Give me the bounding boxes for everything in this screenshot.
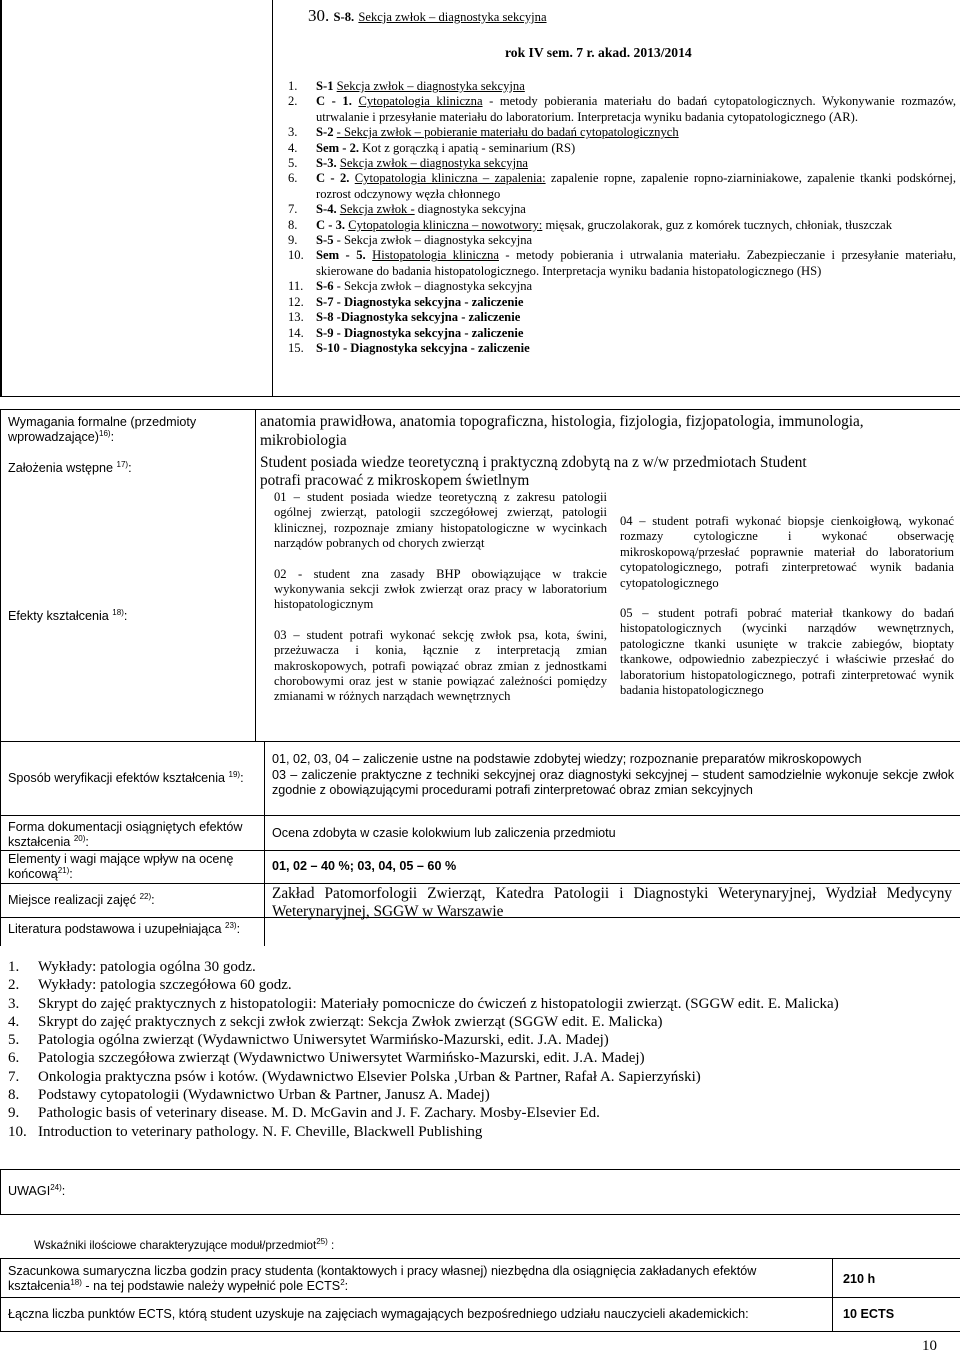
literature-item <box>8 1104 953 1122</box>
schedule-item-code: Sem - 5. <box>316 248 366 263</box>
schedule-item-code: S-5 <box>316 233 334 248</box>
location-label: Miejsce realizacji zajęć $^{22)}$: <box>8 891 155 907</box>
schedule-item-code: S-10 - Diagnostyka sekcyjna - zaliczenie <box>316 340 530 355</box>
literature-item-number: 4. <box>8 1013 20 1030</box>
schedule-item-code: S-9 - Diagnostyka sekcyjna - zaliczenie <box>316 325 524 340</box>
schedule-item-number: 13. <box>288 310 304 325</box>
assumptions-label: Założenia wstępne $^{17)}$: <box>8 459 132 475</box>
effects-left-column <box>274 490 607 705</box>
literature-item <box>8 1049 953 1067</box>
schedule-item-description: zapalenie ropne, zapalenie ropno-ziarniniakowe, zapalenie tkanki podskórnej, rozrost odczynowy węzła chłonnego <box>316 171 957 201</box>
literature-item-number: 6. <box>8 1050 20 1067</box>
schedule-item-code: S-1 <box>316 79 334 93</box>
schedule-item-code: S-4. <box>316 202 337 217</box>
schedule-item-text <box>316 218 956 233</box>
schedule-item-number: 9. <box>288 233 298 248</box>
literature-list <box>8 958 953 1141</box>
schedule-item-topic: Sekcja zwłok - <box>339 202 415 217</box>
indicators-row-1-label: Szacunkowa sumaryczna liczba godzin pracy studenta (kontaktowych i pracy własnej) niezbędna dla osiągnięcia zakładanych efektów kształcenia$^{18)}$ - na tej podstawie należy wypełnić pole ECTS$^2$: <box>8 1264 757 1293</box>
section-code: S-8. <box>333 10 355 24</box>
schedule-item-text <box>316 310 956 325</box>
schedule-item-code: S-6 <box>316 279 334 294</box>
schedule-item-code: Sem - 2. <box>316 140 360 155</box>
literature-item <box>8 1013 953 1031</box>
schedule-item-number: 3. <box>288 125 298 140</box>
effects-label: Efekty kształcenia $^{18)}$: <box>8 607 128 623</box>
schedule-item-number: 4. <box>288 140 298 155</box>
schedule-item-text <box>316 125 956 140</box>
schedule-item-text <box>316 295 956 310</box>
schedule-item-topic: Cytopatologia kliniczna – nowotwory: <box>348 217 543 232</box>
literature-item-text: Introduction to veterinary pathology. N. F. Cheville, Blackwell Publishing <box>38 1123 483 1140</box>
schedule-item-topic: Cytopatologia kliniczna – zapalenia: <box>354 171 546 186</box>
literature-item-text: Pathologic basis of veterinary disease. M. D. McGavin and J. F. Zachary. Mosby-Elsevier Ed. <box>38 1105 600 1122</box>
schedule-item-text <box>316 279 956 294</box>
schedule-item-number: 10. <box>288 248 304 263</box>
schedule-item-text <box>316 141 956 156</box>
literature-item-number: 9. <box>8 1105 20 1122</box>
indicators-title: Wskaźniki ilościowe charakteryzujące moduł/przedmiot$^{25)}$ : <box>34 1237 335 1252</box>
formal-requirements-label: Wymagania formalne (przedmioty wprowadzające)$^{16)}$: <box>8 415 197 444</box>
schedule-item-number: 14. <box>288 325 304 340</box>
verification-label: Sposób weryfikacji efektów kształcenia $^{19)}$: <box>8 769 244 785</box>
schedule-list <box>288 79 956 356</box>
section-title: Sekcja zwłok – diagnostyka sekcyjna <box>358 10 547 24</box>
literature-item-number: 8. <box>8 1087 20 1104</box>
literature-item-text: Onkologia praktyczna psów i kotów. (Wydawnictwo Elsevier Polska ,Urban & Partner, Rafał A. Sapierzyński) <box>38 1068 701 1085</box>
schedule-item-topic: Histopatologia kliniczna <box>372 248 499 263</box>
literature-item <box>8 1068 953 1086</box>
effect-02: 02 - student zna zasady BHP obowiązujące w trakcie wykonywania sekcji zwłok zwierząt oraz pracy w laboratorium histopatologicznym <box>274 566 607 612</box>
schedule-item-number: 11. <box>288 279 304 294</box>
verification-line-2: 03 – zaliczenie praktyczne z techniki sekcyjnej oraz diagnostyki sekcyjnej – student samodzielnie wykonuje sekcje zwłok zgodnie z obowiązującymi procedurami potrafi zinterpretować obraz zmian sekcyjnych <box>272 767 954 797</box>
schedule-item-text <box>316 94 956 125</box>
schedule-item-topic: Sekcja zwłok – diagnostyka sekcyjna <box>336 79 525 93</box>
literature-item-text: Patologia ogólna zwierząt (Wydawnictwo Uniwersytet Warmińsko-Mazurski, edit. J.A. Madej) <box>38 1032 609 1049</box>
literature-item <box>8 995 953 1013</box>
literature-item-text: Wykłady: patologia szczegółowa 60 godz. <box>38 977 292 994</box>
literature-item <box>8 1031 953 1049</box>
schedule-item-topic: Cytopatologia kliniczna <box>358 94 483 109</box>
schedule-item <box>288 248 956 279</box>
literature-item <box>8 976 953 994</box>
literature-item-number: 1. <box>8 959 20 975</box>
schedule-item-description: - metody pobierania i utrwalania materiału. Zabezpieczanie i przesyłanie materiału, skierowane do badania histopatologicznego. Interpretacja wyniku badania histopatologicznego (HS) <box>316 248 956 278</box>
schedule-item <box>288 156 956 171</box>
schedule-item-text <box>316 341 956 356</box>
schedule-item-text <box>316 248 956 279</box>
literature-item-number: 7. <box>8 1068 20 1085</box>
verification-value <box>272 752 954 799</box>
schedule-item-text <box>316 233 956 248</box>
schedule-item-description: mięsak, gruczolakorak, guz z komórek tucznych, chłoniak, tłuszczak <box>542 217 893 232</box>
schedule-item-number: 8. <box>288 217 298 232</box>
effect-01: 01 – student posiada wiedze teoretyczną z zakresu patologii ogólnej zwierząt, patologii szczegółowej zwierząt, patologii klinicznej, rozpoznaje zmiany histopatologiczne w wycinkach narządów pobranych od chorych zwierząt <box>274 490 607 551</box>
schedule-item-number: 1. <box>288 79 298 93</box>
page-number: 10 <box>922 1338 937 1354</box>
section-header <box>308 6 547 26</box>
effect-03: 03 – student potrafi wykonać sekcję zwłok psa, kota, świni, przeżuwacza i konia, łącznie z interpretacją zmian makroskopowych, potrafi powiązać obraz zmian z jednostkami chorobowymi oraz jest w stanie powiązać zależności pomiędzy zmianami w różnych narządach wewnętrznych <box>274 627 607 704</box>
schedule-item-text <box>316 326 956 341</box>
indicators-row-1-value: 210 h <box>843 1272 876 1286</box>
schedule-item <box>288 171 956 202</box>
schedule-item <box>288 141 956 156</box>
schedule-item-number: 15. <box>288 340 304 355</box>
effects-right-column <box>620 514 954 698</box>
literature-item-number: 3. <box>8 995 20 1012</box>
schedule-item <box>288 279 956 294</box>
schedule-item-description: - Sekcja zwłok – diagnostyka sekcyjna <box>333 279 533 294</box>
schedule-item <box>288 125 956 140</box>
literature-item-number: 10. <box>8 1123 27 1140</box>
section-number: 30. <box>308 6 330 25</box>
schedule-item-code: C - 1. <box>316 94 352 109</box>
schedule-item-description: - metody pobierania materiału do badań cytopatologicznych. Wykonywanie rozmazów, utrwalanie i przesyłanie materiału do laboratorium. Interpretacja wyniku badania cytopatologicznego (AR). <box>316 94 957 124</box>
literature-item-text: Podstawy cytopatologii (Wydawnictwo Urban & Partner, Janusz A. Madej) <box>38 1087 490 1104</box>
verification-line-1: 01, 02, 03, 04 – zaliczenie ustne na podstawie zdobytej wiedzy; rozpoznanie preparatów mikroskopowych <box>272 752 862 766</box>
assumptions-value: Student posiada wiedze teoretyczną i praktyczną zdobytą na z w/w przedmiotach Student potrafi pracować z mikroskopem świetlnym <box>260 454 807 489</box>
schedule-item-number: 5. <box>288 156 298 171</box>
schedule-item-code: S-8 -Diagnostyka sekcyjna - zaliczenie <box>316 310 521 325</box>
schedule-item-code: S-3. <box>316 156 337 171</box>
schedule-item <box>288 202 956 217</box>
literature-item-number: 2. <box>8 977 20 994</box>
documentation-value: Ocena zdobyta w czasie kolokwium lub zaliczenia przedmiotu <box>272 826 616 840</box>
schedule-item <box>288 341 956 356</box>
schedule-item-text <box>316 156 956 171</box>
effect-05: 05 – student potrafi pobrać materiał tkankowy do badań histopatologicznych (wycinki narządów wewnętrznych, patologiczne tkanki usunięte w trakcie zabiegów, bioptaty tkankowe, odpowiednio zabezpieczyć i właściwie przesłać do laboratorium histopatologicznego, potrafi zinterpretować wynik badania histopatologicznego <box>620 606 954 698</box>
documentation-label: Forma dokumentacji osiągniętych efektów kształcenia $^{20)}$: <box>8 820 243 849</box>
literature-item-text: Patologia szczegółowa zwierząt (Wydawnictwo Uniwersytet Warmińsko-Mazurski, edit. J.A. Madej) <box>38 1050 645 1067</box>
year-line: rok IV sem. 7 r. akad. 2013/2014 <box>505 45 692 60</box>
indicators-row-2-label: Łączna liczba punktów ECTS, którą student uzyskuje na zajęciach wymagających bezpośredniego udziału nauczycieli akademickich: <box>8 1307 749 1321</box>
schedule-item-code: C - 2. <box>316 171 350 186</box>
schedule-item-number: 12. <box>288 294 304 309</box>
effect-04: 04 – student potrafi wykonać biopsje cienkoigłową, wykonać rozmazy cytologiczne i wykonać obserwację mikroskopową/przesłać poprawnie materiał do laboratorium cytopatologicznego, potrafi zinterpretować wynik badania cytopatologicznego <box>620 514 954 590</box>
schedule-item-text <box>316 171 956 202</box>
schedule-item <box>288 310 956 325</box>
schedule-item-number: 6. <box>288 171 298 186</box>
schedule-item-description: diagnostyka sekcyjna <box>414 202 526 217</box>
literature-item-text: Wykłady: patologia ogólna 30 godz. <box>38 959 256 975</box>
schedule-item <box>288 94 956 125</box>
schedule-item-topic: Sekcja zwłok – diagnostyka sekcyjna <box>339 156 528 171</box>
formal-requirements-value: anatomia prawidłowa, anatomia topograficzna, histologia, fizjologia, fizjopatologia, immunologia, mikrobiologia <box>260 413 864 449</box>
indicators-row-2-value: 10 ECTS <box>843 1307 895 1321</box>
literature-item-text: Skrypt do zajęć praktycznych z sekcji zwłok zwierząt: Sekcja Zwłok zwierząt (SGGW edit. E. Malicka) <box>38 1013 663 1030</box>
literature-item-text: Skrypt do zajęć praktycznych z histopatologii: Materiały pomocnicze do ćwiczeń z histopatologii zwierząt. (SGGW edit. E. Malicka) <box>38 995 839 1012</box>
literature-item <box>8 1123 953 1141</box>
literature-label: Literatura podstawowa i uzupełniająca $^{23)}$: <box>8 920 241 936</box>
schedule-item <box>288 295 956 310</box>
schedule-item-number: 2. <box>288 94 298 109</box>
schedule-item-description: Kot z gorączką i apatią - seminarium (RS) <box>359 140 576 155</box>
schedule-item-code: C - 3. <box>316 217 346 232</box>
schedule-item <box>288 218 956 233</box>
literature-item <box>8 1086 953 1104</box>
schedule-item <box>288 79 956 94</box>
schedule-item-number: 7. <box>288 202 298 217</box>
literature-item <box>8 958 953 976</box>
weights-value: 01, 02 – 40 %; 03, 04, 05 – 60 % <box>272 859 457 873</box>
schedule-item-code: S-2 <box>316 125 334 140</box>
schedule-item-code: S-7 - Diagnostyka sekcyjna - zaliczenie <box>316 294 524 309</box>
schedule-item-topic: - Sekcja zwłok – pobieranie materiału do badań cytopatologicznych <box>336 125 679 140</box>
weights-label: Elementy i wagi mające wpływ na ocenę końcową$^{21)}$: <box>8 852 234 881</box>
location-value: Zakład Patomorfologii Zwierząt, Katedra Patologii i Diagnostyki Weterynaryjnej, Wydział Medycyny Weterynaryjnej, SGGW w Warszawie <box>272 885 952 920</box>
schedule-item <box>288 233 956 248</box>
schedule-item <box>288 326 956 341</box>
remarks-label: UWAGI$^{24)}$: <box>8 1182 66 1198</box>
schedule-item-text <box>316 202 956 217</box>
schedule-item-description: - Sekcja zwłok – diagnostyka sekcyjna <box>333 233 533 248</box>
schedule-item-text <box>316 79 956 94</box>
literature-item-number: 5. <box>8 1032 20 1049</box>
